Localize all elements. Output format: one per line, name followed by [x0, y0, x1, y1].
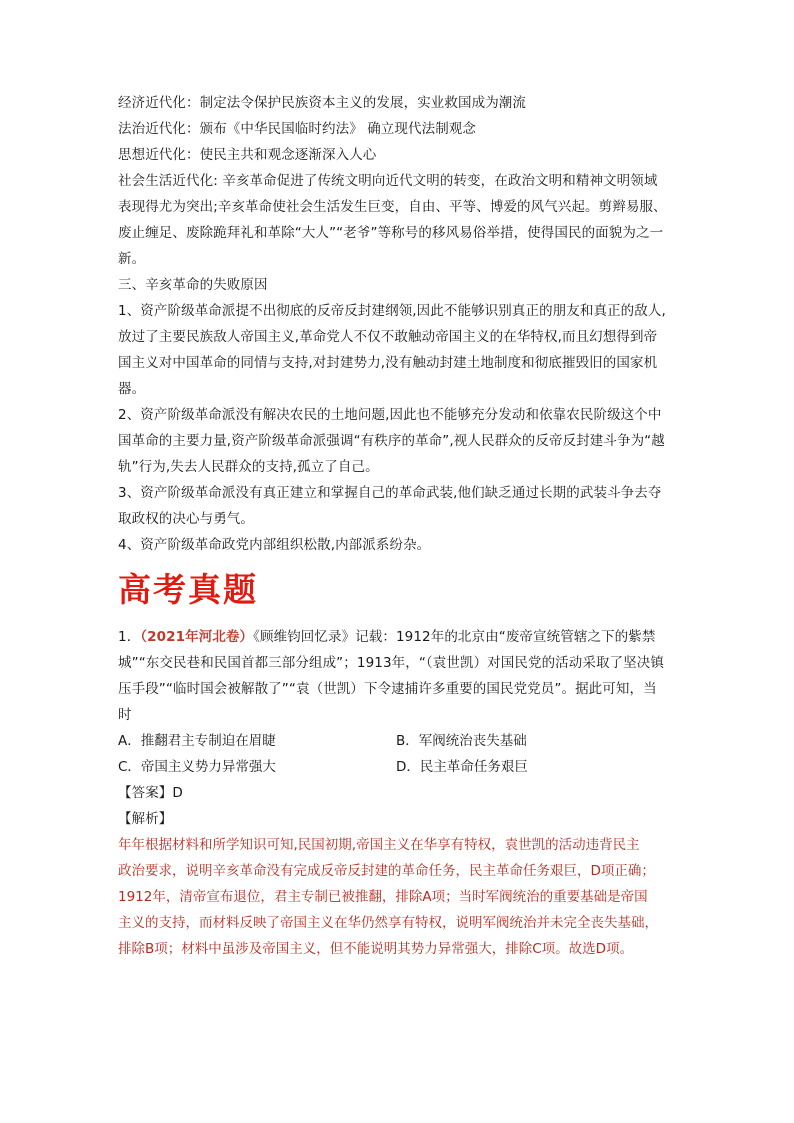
notes-line: 国革命的主要力量,资产阶级革命派强调“有秩序的革命”,视人民群众的反帝反封建斗争为“越 — [118, 433, 665, 449]
question-source: （2021年河北卷） — [140, 629, 254, 645]
options-row — [118, 728, 680, 754]
notes-line: 放过了主要民族敌人帝国主义,革命党人不仅不敢触动帝国主义的在华特权,而且幻想得到帝 — [118, 329, 658, 345]
question-block — [118, 624, 680, 962]
question-stem-line: 时 — [118, 707, 132, 723]
option-d: D．民主革命任务艰巨 — [396, 759, 528, 775]
notes-line: 废止缠足、废除跪拜礼和革除“大人”“老爷”等称号的移风易俗举措，使得国民的面貌为之一 — [118, 225, 664, 241]
notes-line: 经济近代化：制定法令保护民族资本主义的发展，实业救国成为潮流 — [118, 95, 526, 111]
option-c: C．帝国主义势力异常强大 — [118, 759, 276, 775]
notes-line: 3、资产阶级革命派没有真正建立和掌握自己的革命武装,他们缺乏通过长期的武装斗争去夺 — [118, 485, 662, 501]
notes-line: 轨”行为,失去人民群众的支持,孤立了自己。 — [118, 459, 379, 475]
analysis-label: 【解析】 — [118, 811, 173, 827]
question-number: 1． — [118, 629, 141, 645]
notes-line: 法治近代化：颁布《中华民国临时约法》 确立现代法制观念 — [118, 121, 476, 137]
analysis-line: 政治要求，说明辛亥革命没有完成反帝反封建的革命任务，民主革命任务艰巨，D项正确； — [118, 863, 655, 879]
analysis-line: 年年根据材料和所学知识可知,民国初期,帝国主义在华享有特权，袁世凯的活动违背民主 — [118, 837, 640, 853]
notes-heading: 三、辛亥革命的失败原因 — [118, 277, 268, 293]
options-row — [118, 754, 680, 780]
answer-line — [118, 780, 680, 806]
notes-line: 2、资产阶级革命派没有解决农民的土地问题,因此也不能够充分发动和依靠农民阶级这个中 — [118, 407, 662, 423]
answer-value: D — [172, 785, 183, 801]
answer-label: 【答案】 — [118, 785, 173, 801]
notes-line: 1、资产阶级革命派提不出彻底的反帝反封建纲领,因此不能够识别真正的朋友和真正的敌人, — [118, 303, 666, 319]
option-a: A．推翻君主专制迫在眉睫 — [118, 733, 276, 749]
analysis-line: 排除B项；材料中虽涉及帝国主义，但不能说明其势力异常强大，排除C项。故选D项。 — [118, 941, 634, 957]
question-stem-line: 《顾维钧回忆录》记载：1912年的北京由“废帝宣统管辖之下的紫禁 — [253, 629, 656, 645]
question-stem-line: 城”“东交民巷和民国首都三部分组成”；1913年，“（袁世凯）对国民党的活动采取了坚决镇 — [118, 655, 664, 671]
analysis-line: 主义的支持，而材料反映了帝国主义在华仍然享有特权，说明军阀统治并未完全丧失基础， — [118, 915, 658, 931]
notes-line: 取政权的决心与勇气。 — [118, 511, 254, 527]
notes-block — [118, 90, 680, 558]
notes-line: 器。 — [118, 381, 146, 397]
notes-line: 社会生活近代化: 辛亥革命促进了传统文明向近代文明的转变，在政治文明和精神文明领域 — [118, 173, 658, 189]
analysis-line: 1912年，清帝宣布退位，君主专制已被推翻，排除A项；当时军阀统治的重要基础是帝国 — [118, 889, 648, 905]
section-title: 高考真题 — [118, 570, 258, 609]
question-stem-first-line — [118, 624, 680, 650]
notes-line: 4、资产阶级革命政党内部组织松散,内部派系纷杂。 — [118, 537, 431, 553]
question-stem-line: 压手段”“临时国会被解散了”“袁（世凯）下令逮捕许多重要的国民党党员”。据此可知，当 — [118, 681, 657, 697]
document-page — [118, 90, 680, 962]
option-b: B．军阀统治丧失基础 — [396, 733, 527, 749]
analysis-text — [118, 832, 680, 962]
notes-line: 思想近代化：使民主共和观念逐渐深入人心 — [118, 147, 377, 163]
notes-line: 国主义对中国革命的同情与支持,对封建势力,没有触动封建土地制度和彻底摧毁旧的国家机 — [118, 355, 658, 371]
notes-line: 表现得尤为突出;辛亥革命使社会生活发生巨变，自由、平等、博爱的风气兴起。剪辫易服、 — [118, 199, 667, 215]
notes-line: 新。 — [118, 251, 146, 267]
